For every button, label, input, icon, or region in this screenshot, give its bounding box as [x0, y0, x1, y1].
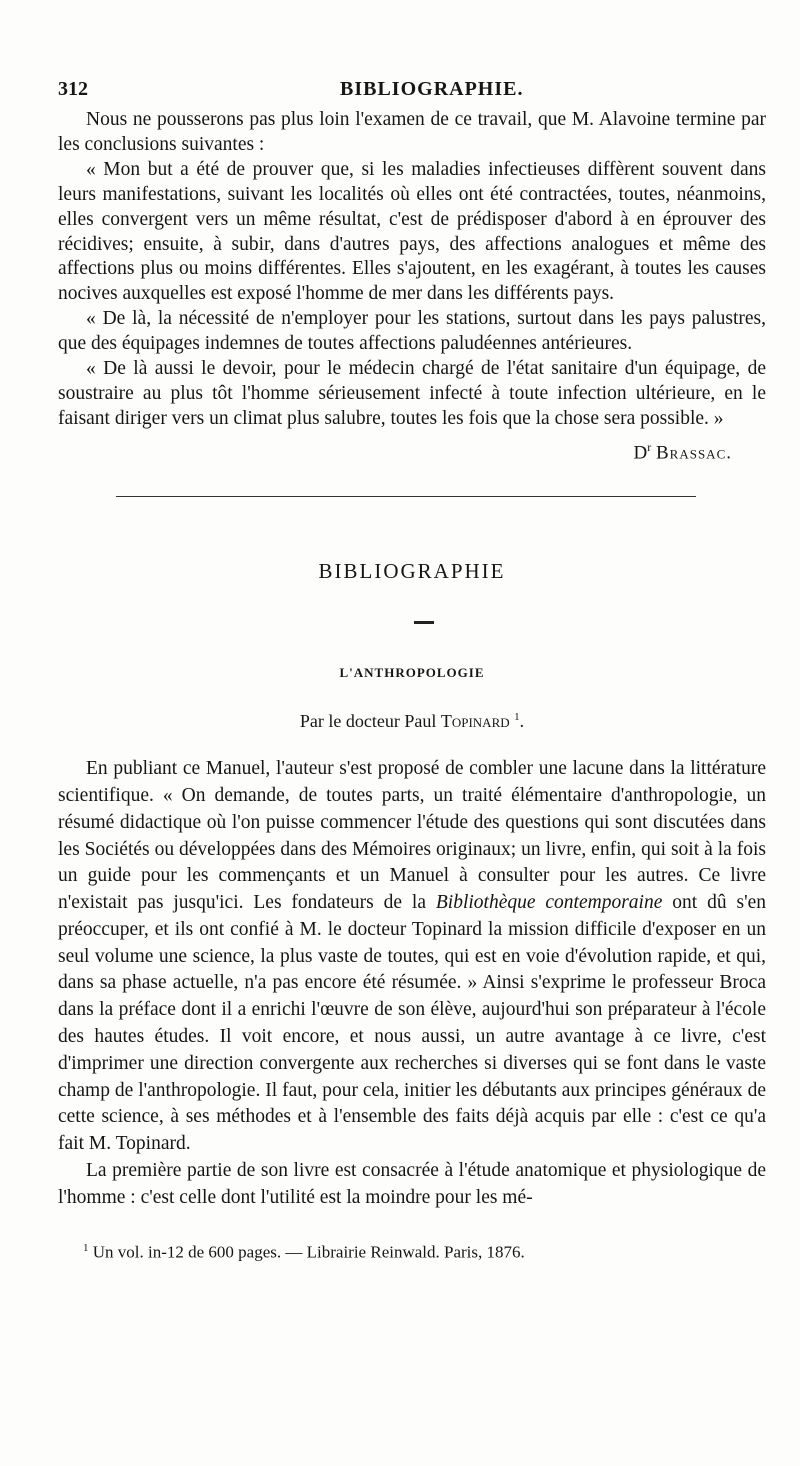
byline-prefix: Par le docteur Paul [299, 711, 441, 732]
heading-dash [414, 621, 434, 624]
paragraph: La première partie de son livre est consacrée à l'étude anatomique et physiologique de l'homme : c'est celle dont l'utilité est la moindre pour les mé- [58, 1160, 766, 1208]
paragraph-text: En publiant ce Manuel, l'auteur s'est proposé de combler une lacune dans la littérature scientifique. « On demande, de toutes parts, un traité élémentaire d'anthropologie, un résumé didactique où l'on puisse commencer l'étude des questions qui sont discutées dans les Sociétés ou développées dans des Mémoires originaux; un livre, enfin, qui soit à la fois un guide pour les commençants et un Manuel à consulter pour les autres. Ce livre n'existait pas jusqu'ici. Les fondateurs de la [58, 758, 766, 914]
italic-title: Bibliothèque contemporaine [435, 892, 663, 914]
paragraph: « Mon but a été de prouver que, si les maladies infectieuses diffèrent souvent dans leurs manifestations, suivant les localités où elles ont été contractées, toutes, néanmoins, elles convergent vers un même résultat, c'est de prédisposer d'abord à en éprouver des récidives; ensuite, à subir, dans d'autres pays, des affections analogues et même des affections plus ou moins différentes. Elles s'ajoutent, en les exagérant, à toutes les causes nocives auxquelles est exposé l'homme de mer dans les différents pays. [58, 158, 766, 305]
footnote-text: Un vol. in-12 de 600 pages. — Librairie Reinwald. Paris, 1876. [88, 1242, 525, 1262]
article-body [58, 756, 766, 1212]
signature-name: Brassac. [655, 442, 732, 464]
section-divider [116, 496, 696, 497]
footnote-ref: 1 [514, 711, 520, 724]
byline-author: Topinard [440, 711, 510, 732]
running-title: BIBLIOGRAPHIE. [340, 78, 524, 100]
signature-sup: r [647, 439, 652, 454]
paragraph [58, 756, 766, 1158]
paragraph-text: ont dû s'en préoccuper, et ils ont confié à M. le docteur Topinard la mission difficile d'exposer en un seul volume une science, la plus vaste de toutes, qui est en voie d'évolution rapide, et qui, dans sa phase actuelle, n'a pas encore été résumée. » Ainsi s'exprime le professeur Broca dans la préface dont il a enrichi l'œuvre de son élève, aujourd'hui son préparateur à l'école des hautes études. Il voit encore, et nous aussi, un autre avantage à ce livre, c'est d'imprimer une direction convergente aux recherches si diverses qui se font dans le vaste champ de l'anthropologie. Il faut, pour cela, initier les débutants aux principes généraux de cette science, à ses méthodes et à l'ensemble des faits déjà acquis par elle : c'est ce qu'a fait M. Topinard. [58, 892, 766, 1155]
page-number: 312 [58, 78, 88, 100]
signature [58, 435, 732, 465]
running-head [58, 78, 766, 108]
section-heading: BIBLIOGRAPHIE [318, 559, 506, 584]
byline: Par le docteur Paul Topinard $^1$. [299, 711, 525, 732]
paragraph: « De là aussi le devoir, pour le médecin chargé de l'état sanitaire d'un équipage, de soustraire au plus tôt l'homme sérieusement infecté à toute infection ultérieure, en le faisant diriger vers un climat plus salubre, toutes les fois que la chose sera possible. » [58, 358, 766, 429]
footnote-mark: 1 [83, 1241, 89, 1254]
section-subheading: L'ANTHROPOLOGIE [339, 665, 485, 681]
footnote [83, 1242, 766, 1263]
paragraph: Nous ne pousserons pas plus loin l'examen de ce travail, que M. Alavoine termine par les conclusions suivantes : [58, 109, 766, 155]
paragraph: « De là, la nécessité de n'employer pour les stations, surtout dans les pays palustres, que des équipages indemnes de toutes affections paludéennes antérieures. [58, 308, 766, 355]
signature-prefix: D [633, 442, 648, 464]
page [58, 78, 766, 1262]
